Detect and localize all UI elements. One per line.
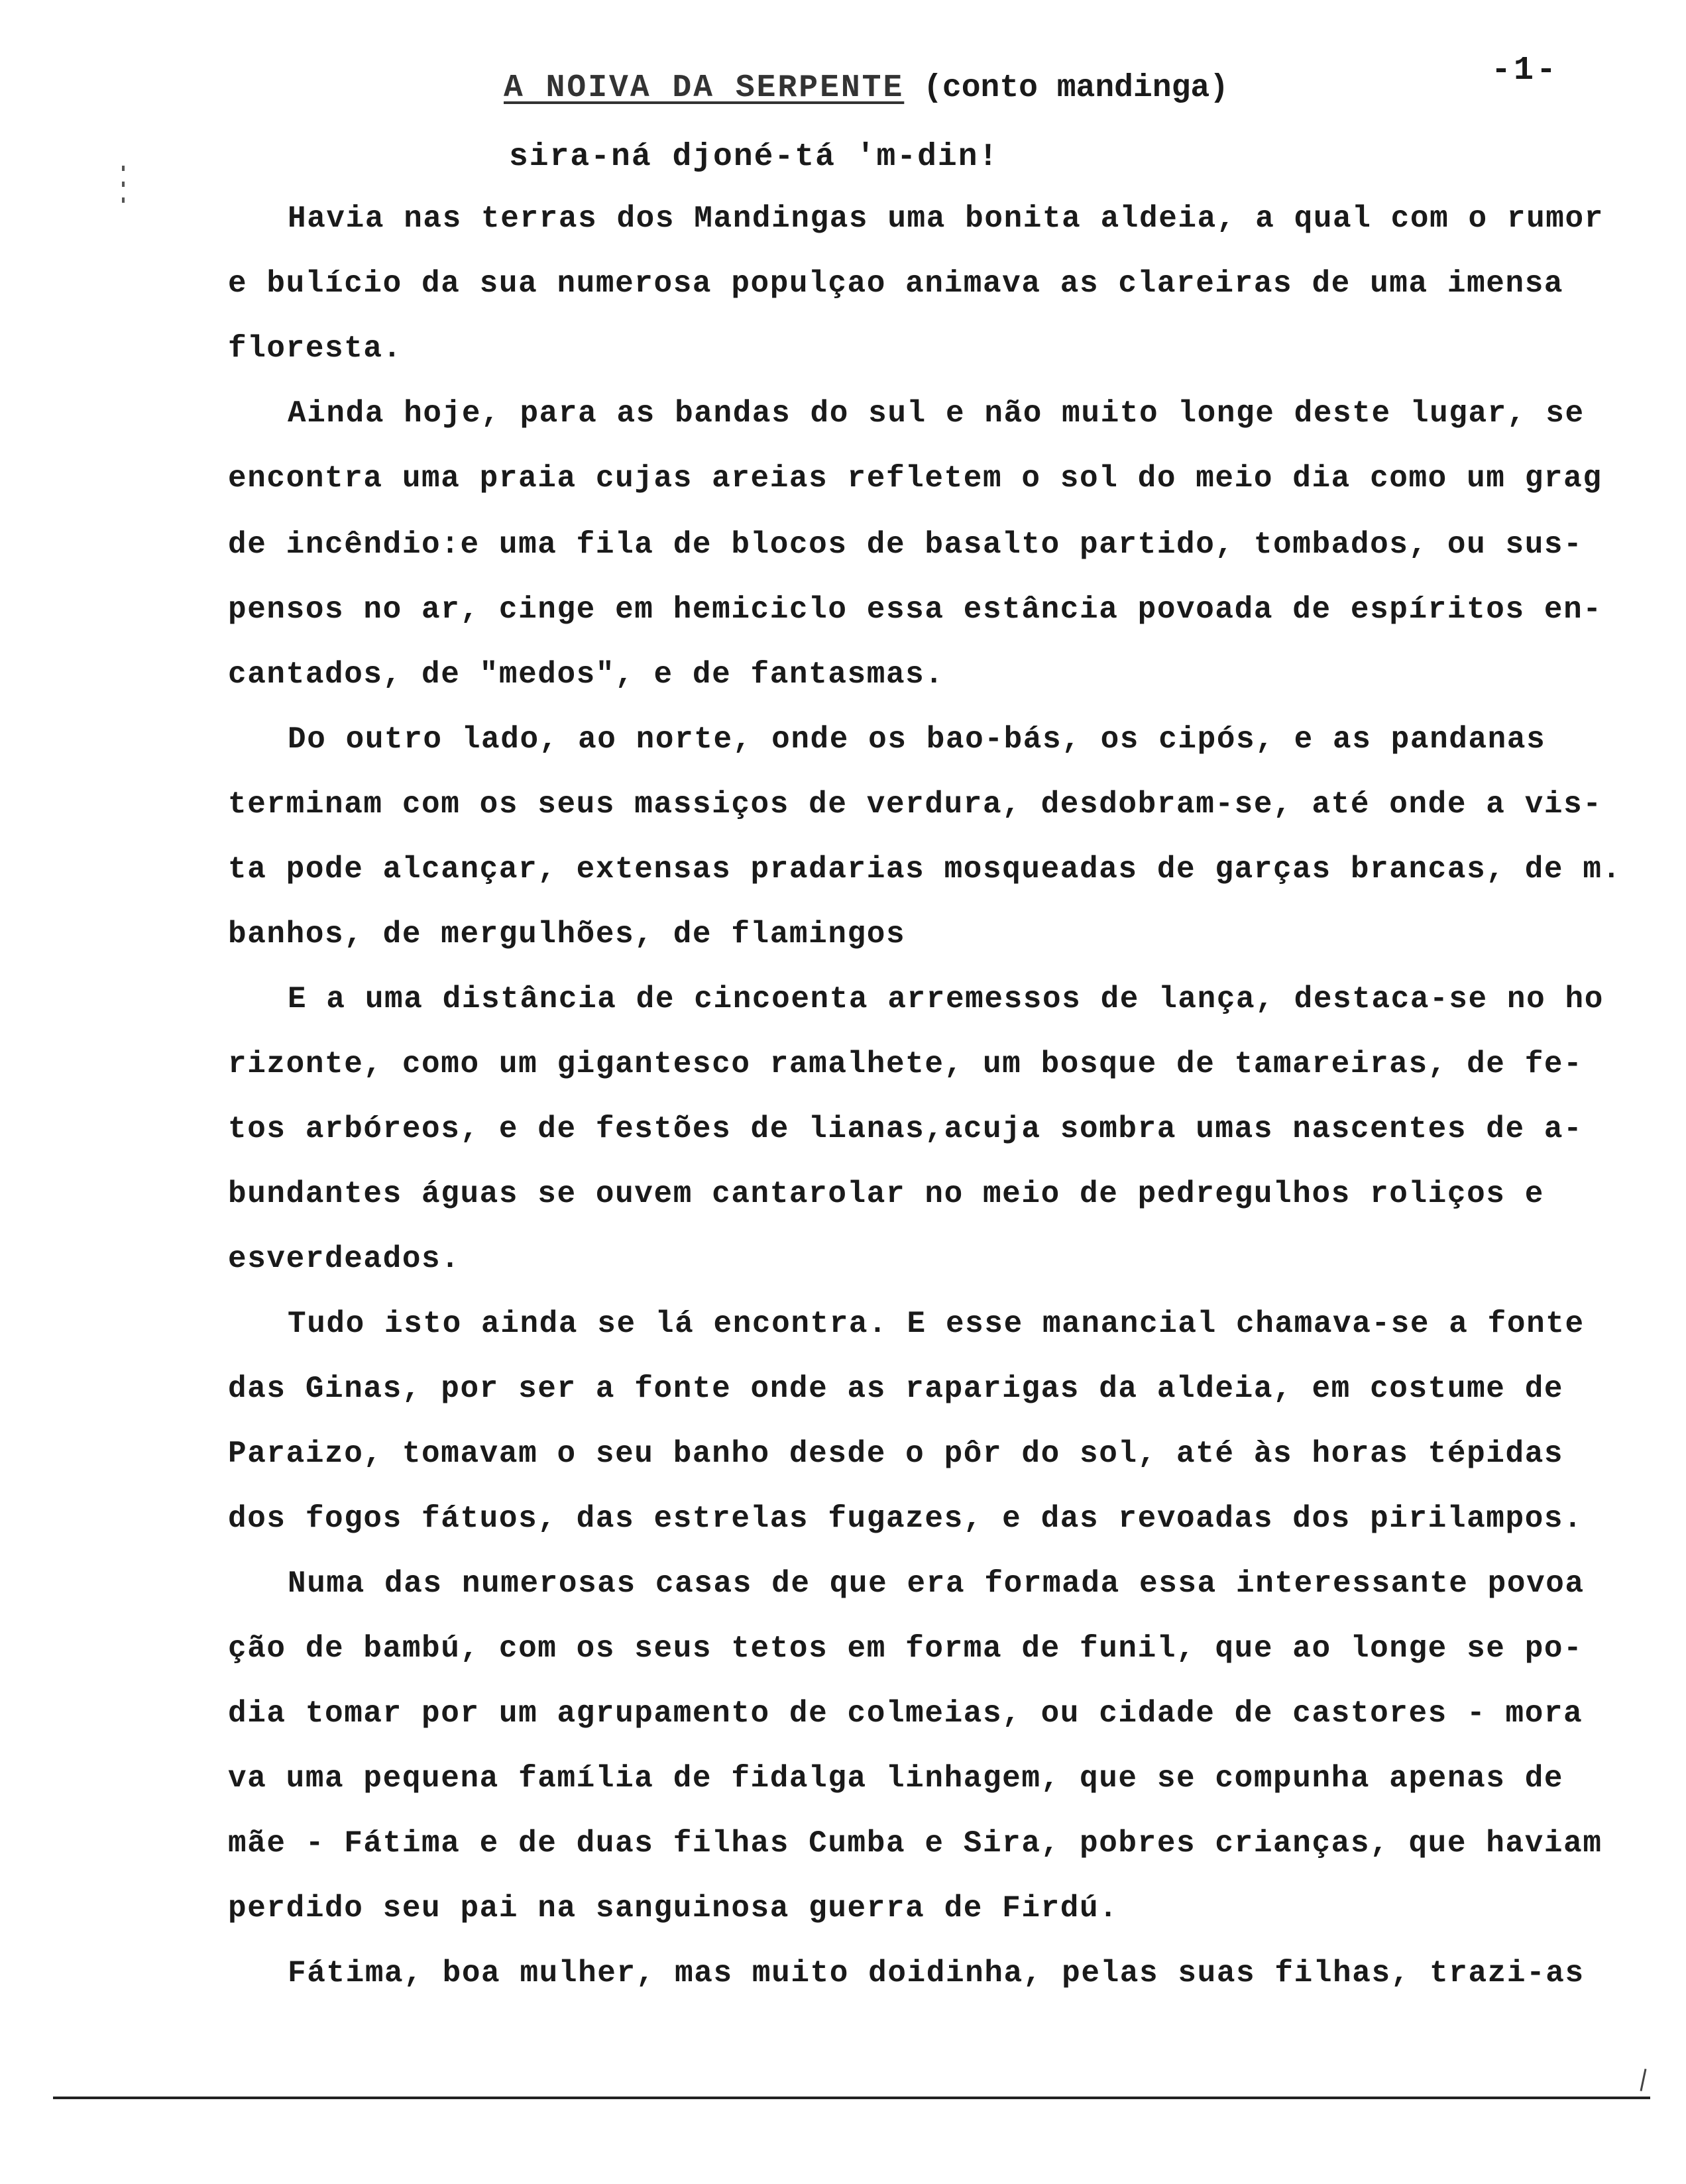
title-subtitle: (conto mandinga) [923,70,1229,106]
text-line: rizonte, como um gigantesco ramalhete, um bosque de tamareiras, de fe- [228,1047,1583,1081]
text-line: mãe - Fátima e de duas filhas Cumba e Sira, pobres crianças, que haviam [228,1826,1602,1861]
text-line: encontra uma praia cujas areias refletem o sol do meio dia como um grag [228,461,1602,496]
text-line: banhos, de mergulhões, de flamingos [228,917,906,952]
text-line: e bulício da sua numerosa populçao animava as clareiras de uma imensa [228,266,1564,301]
text-line: Ainda hoje, para as bandas do sul e não muito longe deste lugar, se [288,396,1585,431]
text-line: Do outro lado, ao norte, onde os bao-bás, os cipós, e as pandanas [288,722,1546,757]
margin-marks [121,166,127,225]
text-line: E a uma distância de cincoenta arremessos de lança, destaca-se no ho [288,982,1604,1016]
page-number: -1- [1491,52,1559,89]
story-epigraph: sira-ná djoné-tá 'm-din! [509,139,999,175]
text-line: va uma pequena família de fidalga linhagem, que se compunha apenas de [228,1761,1564,1796]
text-line: das Ginas, por ser a fonte onde as raparigas da aldeia, em costume de [228,1372,1564,1406]
text-line: esverdeados. [228,1242,461,1276]
page-corner-mark [1640,2069,1646,2091]
story-title [504,70,1229,106]
text-line: floresta. [228,331,402,366]
text-line: Paraizo, tomavam o seu banho desde o pôr do sol, até às horas tépidas [228,1437,1564,1471]
title-main: A NOIVA DA SERPENTE [504,70,905,106]
text-line: cantados, de "medos", e de fantasmas. [228,657,944,692]
text-line: tos arbóreos, e de festões de lianas,acuja sombra umas nascentes de a- [228,1112,1583,1146]
text-line: terminam com os seus massiços de verdura, desdobram-se, até onde a vis- [228,787,1602,822]
text-line: ta pode alcançar, extensas pradarias mosqueadas de garças brancas, de m. [228,852,1622,887]
text-line: bundantes águas se ouvem cantarolar no meio de pedregulhos roliços e [228,1177,1544,1211]
text-line: Tudo isto ainda se lá encontra. E esse manancial chamava-se a fonte [288,1307,1585,1341]
text-line: Numa das numerosas casas de que era formada essa interessante povoa [288,1566,1585,1601]
text-line: Havia nas terras dos Mandingas uma bonita aldeia, a qual com o rumor [288,201,1604,236]
text-line: ção de bambú, com os seus tetos em forma de funil, que ao longe se po- [228,1631,1583,1666]
text-line: dia tomar por um agrupamento de colmeias, ou cidade de castores - mora [228,1696,1583,1731]
text-line: perdido seu pai na sanguinosa guerra de Firdú. [228,1891,1119,1926]
bottom-rule [53,2097,1650,2099]
text-line: dos fogos fátuos, das estrelas fugazes, e das revoadas dos pirilampos. [228,1502,1583,1536]
text-line: Fátima, boa mulher, mas muito doidinha, pelas suas filhas, trazi-as [288,1956,1585,1991]
text-line: de incêndio:e uma fila de blocos de basalto partido, tombados, ou sus- [228,527,1583,562]
text-line: pensos no ar, cinge em hemiciclo essa estância povoada de espíritos en- [228,592,1602,627]
